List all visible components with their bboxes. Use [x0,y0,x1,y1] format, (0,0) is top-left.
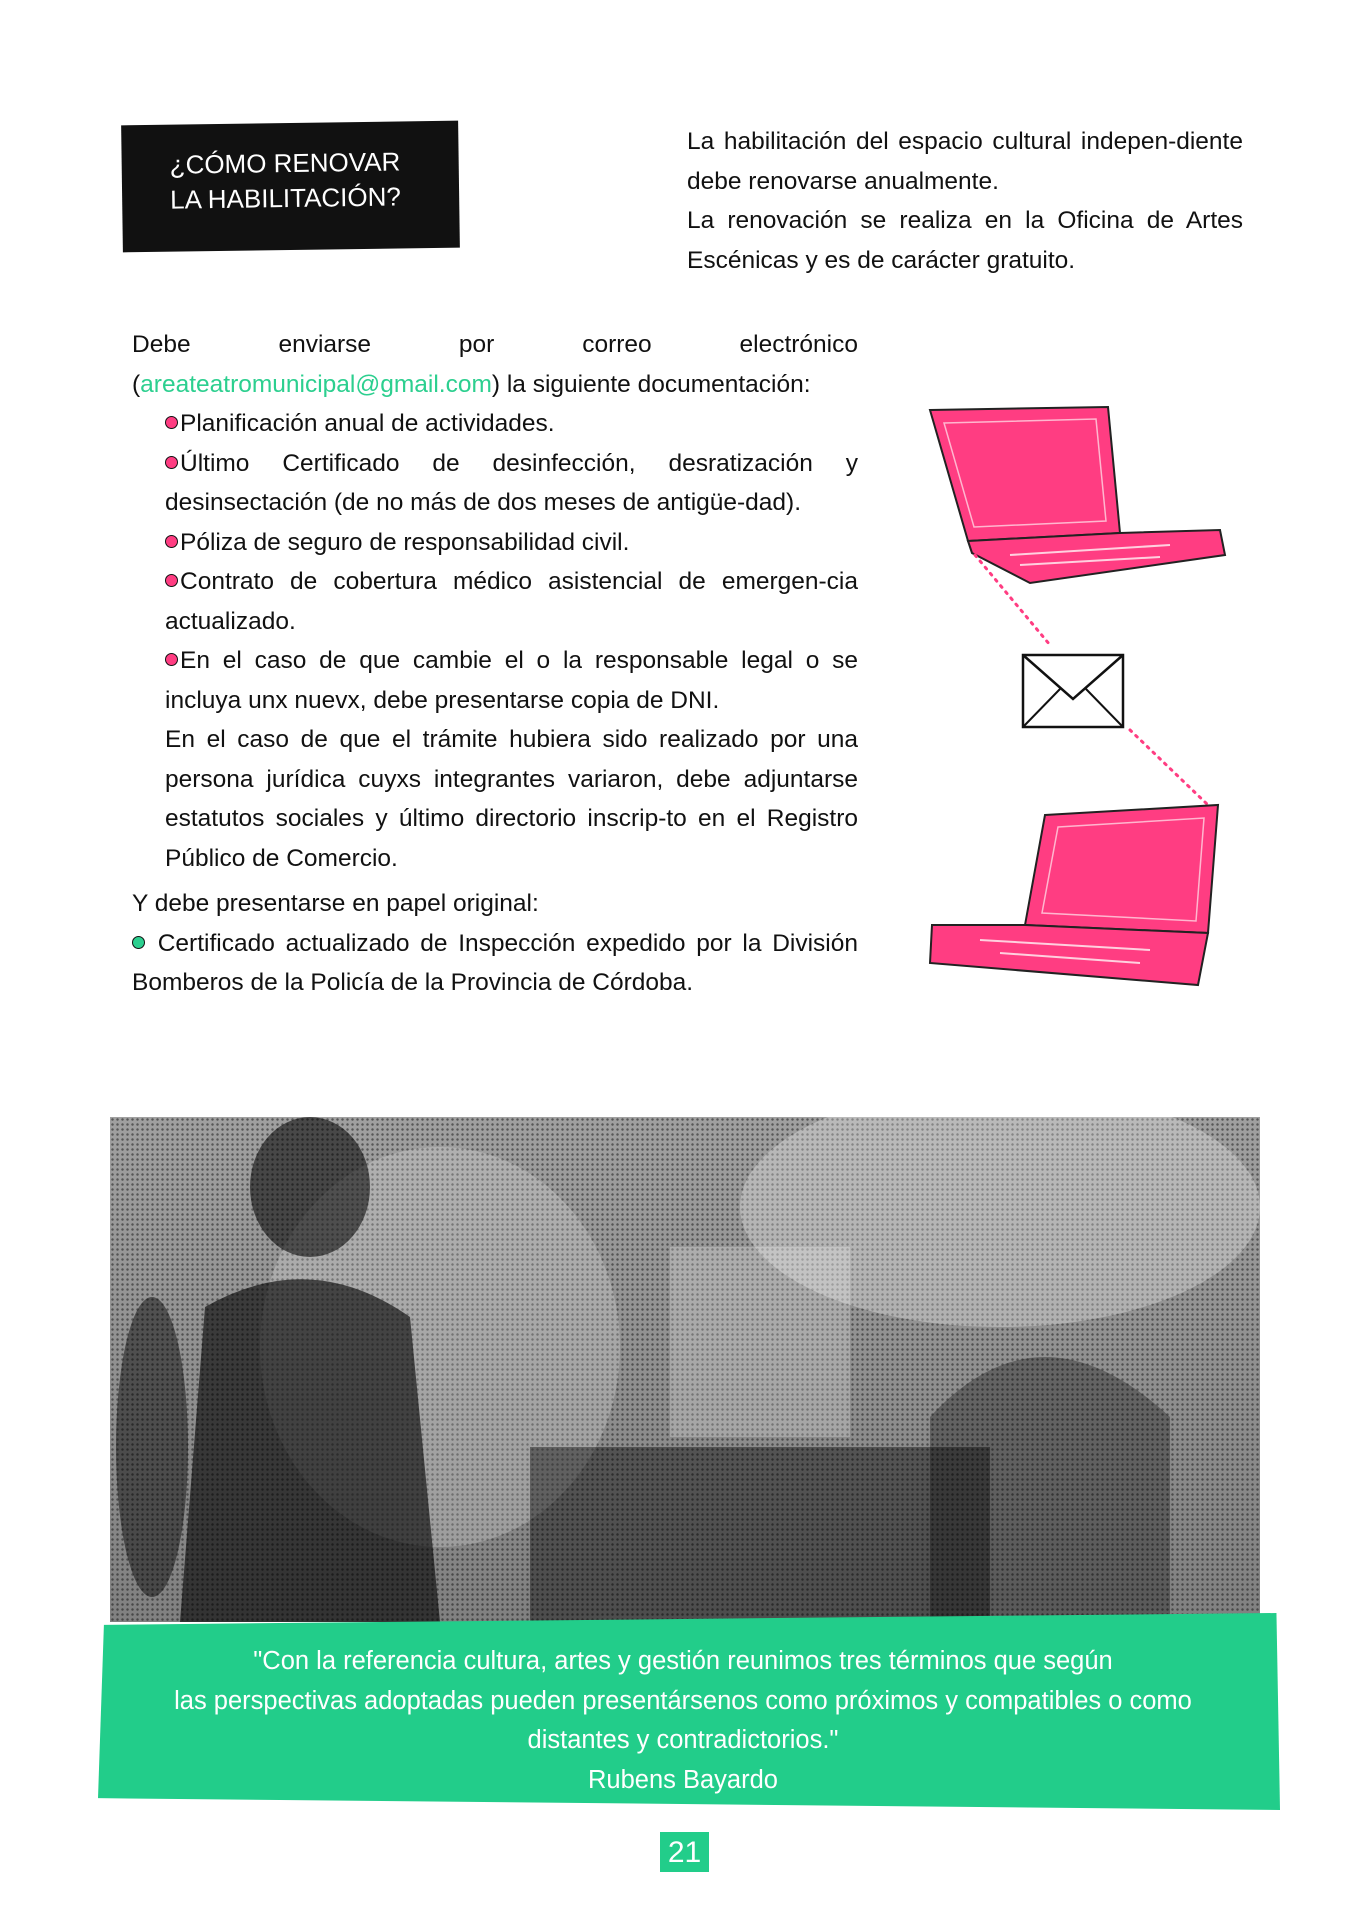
pink-bullet-icon [165,456,178,469]
list-item-text: Planificación anual de actividades. [180,410,555,437]
envelope-icon [1023,655,1123,727]
quote-line-2: las perspectivas adoptadas pueden presentársenos como próximos y compatibles o como [174,1686,1192,1715]
laptop-icon [930,805,1218,985]
photo-silhouettes [110,1117,1260,1622]
quote-line-1: "Con la referencia cultura, artes y gestión reunimos tres términos que según [253,1647,1113,1675]
original-paper-item [132,924,858,1003]
email-illustration [920,405,1240,995]
original-paper-lead: Y debe presentarse en papel original: [132,890,539,917]
pink-bullet-icon [165,535,178,548]
document-list [132,404,858,720]
original-paper-section [132,884,858,1003]
list-item [165,562,858,641]
intro-paragraph-2: La renovación se realiza en la Oficina de Artes Escénicas y es de carácter gratuito. [687,207,1243,274]
pink-bullet-icon [165,574,178,587]
section-heading [121,121,460,253]
lead-text-before: Debe enviarse por correo electrónico ( [132,331,858,398]
email-link[interactable]: areateatromunicipal@gmail.com [140,370,492,398]
documentation-section [132,325,858,1003]
pink-bullet-icon [165,416,178,429]
quote [108,1642,1258,1800]
quote-author: Rubens Bayardo [588,1765,778,1794]
list-item [165,444,858,523]
quote-line-3: distantes y contradictorios." [527,1726,839,1754]
list-item [165,523,858,563]
page-number: 21 [660,1832,709,1872]
laptop-icon [930,407,1225,583]
intro-paragraph-1: La habilitación del espacio cultural indepen-diente debe renovarse anualmente. [687,128,1243,195]
list-item-text: Contrato de cobertura médico asistencial de emergen-cia actualizado. [165,568,858,635]
pink-bullet-icon [165,653,178,666]
list-item-text: Último Certificado de desinfección, desratización y desinsectación (de no más de dos meses de antigüe-dad). [165,449,858,516]
section-heading-line1: ¿CÓMO RENOVAR [169,146,401,180]
legal-entity-note: En el caso de que el trámite hubiera sido realizado por una persona jurídica cuyxs integrantes variaron, debe adjuntarse estatutos sociales y último directorio inscrip-to en el Registro Público de Comercio. [165,726,858,872]
intro-text [687,122,1243,280]
list-item [165,641,858,720]
green-bullet-icon [132,936,145,949]
section-heading-line2: LA HABILITACIÓN? [169,181,402,215]
list-item-text: Póliza de seguro de responsabilidad civil. [180,528,630,556]
event-photo [110,1117,1260,1622]
documentation-lead [132,325,858,404]
list-item [165,404,858,444]
original-paper-item-text: Certificado actualizado de Inspección expedido por la División Bomberos de la Policía de la Provincia de Córdoba. [132,929,858,996]
list-item-text: En el caso de que cambie el o la responsable legal o se incluya unx nuevx, debe presentarse copia de DNI. [165,647,858,714]
lead-text-after: ) la siguiente documentación: [491,370,811,398]
